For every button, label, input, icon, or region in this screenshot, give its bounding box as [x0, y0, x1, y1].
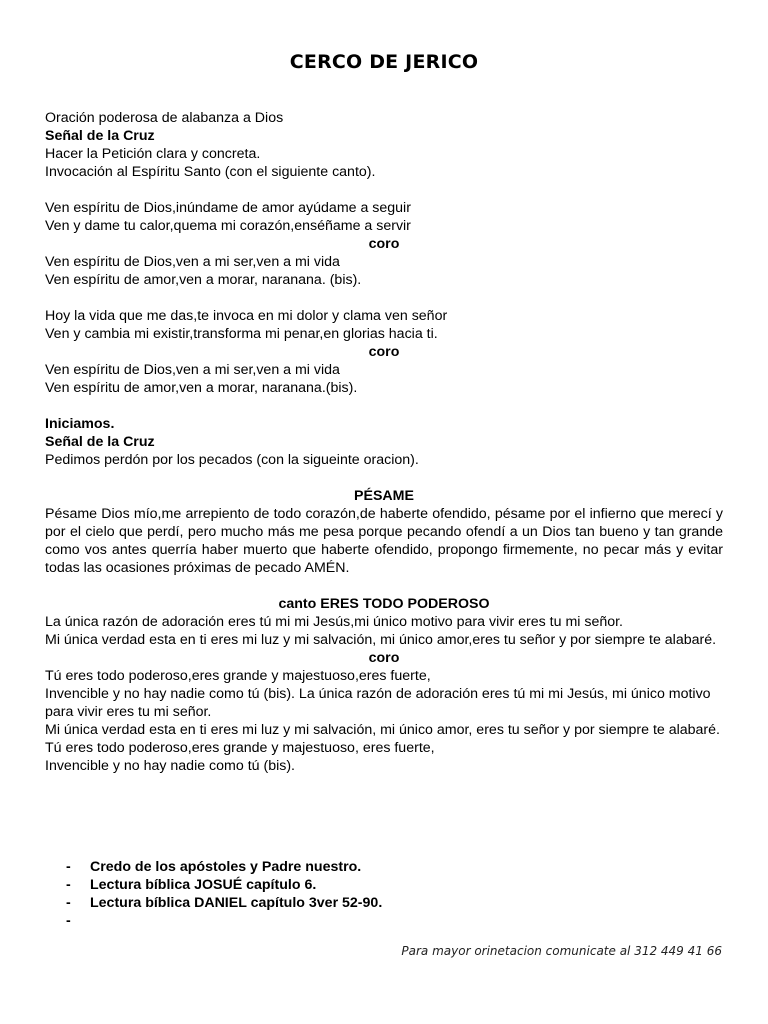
- section-text: Pedimos perdón por los pecados (con la sigueinte oracion).: [45, 452, 419, 468]
- intro-line: Hacer la Petición clara y concreta.: [45, 146, 261, 162]
- song-line: Ven espíritu de Dios,ven a mi ser,ven a mi vida: [45, 362, 340, 378]
- list-item: [66, 876, 382, 894]
- list-item-text: [90, 913, 94, 929]
- song-line: Invencible y no hay nadie como tú (bis).: [45, 758, 295, 774]
- list-item: [66, 894, 382, 912]
- list-item: [66, 858, 382, 876]
- song-line: Ven espíritu de Dios,ven a mi ser,ven a mi vida: [45, 254, 340, 270]
- chorus-label: coro: [368, 236, 400, 252]
- pesame-text: Pésame Dios mío,me arrepiento de todo corazón,de haberte ofendido, pésame por el infierno que merecí y por el cielo que perdí, pero mucho más me pesa porque pecando ofendí a un Dios tan bueno y tan grande como vos antes querría haber muerto que haberte ofendido, propongo firmemente, no pecar más y evitar todas las ocasiones próximas de pecado AMÉN.: [45, 506, 723, 576]
- activity-list: [66, 858, 382, 930]
- list-dash: -: [66, 913, 71, 929]
- list-dash: -: [66, 877, 71, 893]
- document-title: CERCO DE JERICO: [289, 51, 479, 73]
- section-heading: Señal de la Cruz: [45, 434, 155, 450]
- pesame-heading: PÉSAME: [354, 488, 414, 504]
- list-dash: -: [66, 895, 71, 911]
- list-item-text: Lectura bíblica JOSUÉ capítulo 6.: [90, 877, 317, 893]
- song-line: Ven y cambia mi existir,transforma mi penar,en glorias hacia ti.: [45, 326, 438, 342]
- song-line: Mi única verdad esta en ti eres mi luz y mi salvación, mi único amor,eres tu señor y por siempre te alabaré.: [45, 632, 717, 648]
- canto-heading: canto ERES TODO PODEROSO: [278, 596, 490, 612]
- section-heading: Iniciamos.: [45, 416, 115, 432]
- song-line: Ven y dame tu calor,quema mi corazón,enséñame a servir: [45, 218, 411, 234]
- chorus-label: coro: [368, 344, 400, 360]
- song-line: Ven espíritu de Dios,inúndame de amor ayúdame a seguir: [45, 200, 411, 216]
- song-line: Ven espíritu de amor,ven a morar, naranana.(bis).: [45, 380, 358, 396]
- document-body: [45, 109, 723, 775]
- song-line: Tú eres todo poderoso,eres grande y majestuoso, eres fuerte,: [45, 740, 435, 756]
- intro-line: Invocación al Espíritu Santo (con el siguiente canto).: [45, 164, 376, 180]
- list-item-text: Credo de los apóstoles y Padre nuestro.: [90, 859, 362, 875]
- song-line: Ven espíritu de amor,ven a morar, naranana. (bis).: [45, 272, 362, 288]
- chorus-label: coro: [368, 650, 400, 666]
- intro-line: Señal de la Cruz: [45, 128, 155, 144]
- song-line: La única razón de adoración eres tú mi mi Jesús,mi único motivo para vivir eres tu mi señor.: [45, 614, 624, 630]
- list-dash: -: [66, 859, 71, 875]
- song-line: Hoy la vida que me das,te invoca en mi dolor y clama ven señor: [45, 308, 448, 324]
- list-item: [66, 912, 382, 930]
- song-line: Tú eres todo poderoso,eres grande y majestuoso,eres fuerte,: [45, 668, 431, 684]
- song-line: Mi única verdad esta en ti eres mi luz y mi salvación, mi único amor, eres tu señor y por siempre te alabaré.: [45, 722, 720, 738]
- song-line: Invencible y no hay nadie como tú (bis). La única razón de adoración eres tú mi mi Jesús, mi único motivo para vivir eres tu mi señor.: [45, 686, 711, 720]
- list-item-text: Lectura bíblica DANIEL capítulo 3ver 52-90.: [90, 895, 383, 911]
- intro-line: Oración poderosa de alabanza a Dios: [45, 110, 284, 126]
- footer-contact: Para mayor orinetacion comunicate al 312 449 41 66: [401, 944, 722, 958]
